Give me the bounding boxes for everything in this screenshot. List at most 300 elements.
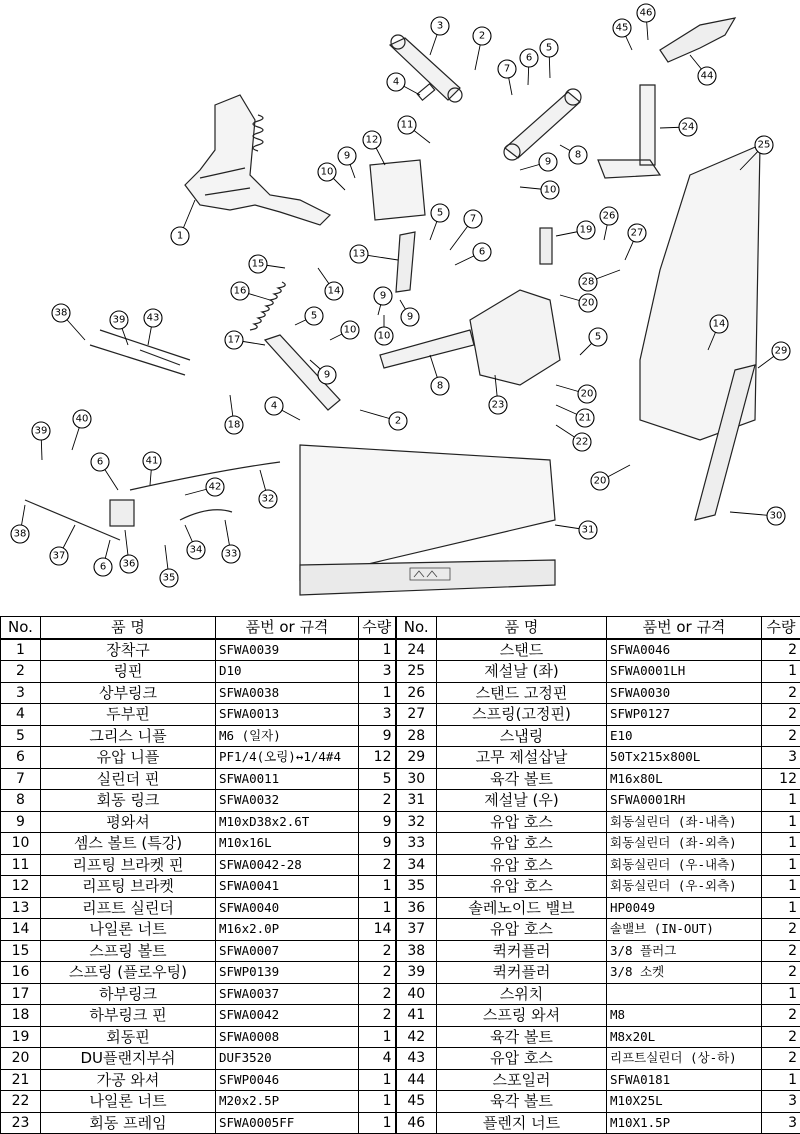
part-qty: 2 <box>359 962 396 984</box>
part-spec: 회동실린더 (우-외측) <box>607 876 762 898</box>
part-number: 10 <box>1 833 41 855</box>
callout-number: 2 <box>479 31 485 42</box>
pivot-frame <box>470 290 560 385</box>
part-number: 39 <box>396 962 437 984</box>
callout-number: 25 <box>758 140 771 151</box>
part-name: 평와셔 <box>41 811 216 833</box>
callout-number: 39 <box>113 315 126 326</box>
table-row <box>1 639 800 661</box>
callout-number: 6 <box>97 457 103 468</box>
part-number: 25 <box>396 661 437 683</box>
callout-number: 7 <box>470 214 476 225</box>
callout-number: 8 <box>575 150 581 161</box>
part-qty: 1 <box>762 876 800 898</box>
part-number: 13 <box>1 897 41 919</box>
part-spec: D10 <box>216 661 359 683</box>
part-name: 두부핀 <box>41 704 216 726</box>
parts-table-body <box>1 639 800 1134</box>
callout-number: 3 <box>437 21 443 32</box>
callout-number: 16 <box>234 286 247 297</box>
part-qty: 2 <box>762 1005 800 1027</box>
part-spec: M16x2.0P <box>216 919 359 941</box>
header-no-right: No. <box>396 617 437 639</box>
callout-number: 31 <box>582 525 595 536</box>
part-qty: 1 <box>359 639 396 661</box>
part-qty: 4 <box>359 1048 396 1070</box>
part-qty: 2 <box>762 940 800 962</box>
part-spec: SFWA0008 <box>216 1026 359 1048</box>
part-spec: M10X1.5P <box>607 1112 762 1134</box>
part-name: 하부링크 <box>41 983 216 1005</box>
part-qty: 2 <box>762 1048 800 1070</box>
part-number: 36 <box>396 897 437 919</box>
part-spec: M20x2.5P <box>216 1091 359 1113</box>
part-number: 44 <box>396 1069 437 1091</box>
part-name: 하부링크 핀 <box>41 1005 216 1027</box>
part-spec: 3/8 플러그 <box>607 940 762 962</box>
part-spec: 회동실린더 (좌-내측) <box>607 811 762 833</box>
callout-number: 2 <box>395 416 401 427</box>
rotating-link-lower <box>380 330 474 368</box>
callout-number: 9 <box>324 370 330 381</box>
part-spec: SFWA0032 <box>216 790 359 812</box>
part-name: 퀵커플러 <box>437 962 607 984</box>
part-number: 42 <box>396 1026 437 1048</box>
callout-number: 9 <box>380 291 386 302</box>
part-name: 스프링 볼트 <box>41 940 216 962</box>
part-qty: 2 <box>762 919 800 941</box>
part-qty: 1 <box>359 1026 396 1048</box>
hose-33 <box>180 510 232 520</box>
part-spec <box>607 983 762 1005</box>
table-row <box>1 811 800 833</box>
part-qty: 3 <box>762 1112 800 1134</box>
table-header-row <box>1 617 800 639</box>
part-number: 11 <box>1 854 41 876</box>
header-name: 품 명 <box>41 617 216 639</box>
callout-number: 17 <box>228 335 241 346</box>
table-row <box>1 725 800 747</box>
part-qty: 12 <box>762 768 800 790</box>
part-name: 유압 호스 <box>437 854 607 876</box>
part-spec: 리프트실린더 (상-하) <box>607 1048 762 1070</box>
table-row <box>1 919 800 941</box>
right-blade <box>300 445 555 580</box>
table-row <box>1 833 800 855</box>
part-qty: 1 <box>359 1112 396 1134</box>
table-row <box>1 704 800 726</box>
callout-number: 19 <box>580 225 593 236</box>
callout-number: 36 <box>123 559 136 570</box>
callout-number: 32 <box>262 494 275 505</box>
part-name: 스탠드 고정핀 <box>437 682 607 704</box>
part-number: 8 <box>1 790 41 812</box>
callout-number: 10 <box>544 185 557 196</box>
part-number: 16 <box>1 962 41 984</box>
part-name: 제설날 (좌) <box>437 661 607 683</box>
part-name: 리프팅 브라켓 핀 <box>41 854 216 876</box>
part-spec: SFWP0139 <box>216 962 359 984</box>
part-qty: 1 <box>762 661 800 683</box>
table-row <box>1 962 800 984</box>
callout-number: 28 <box>582 277 595 288</box>
part-spec: SFWA0011 <box>216 768 359 790</box>
part-qty: 1 <box>762 983 800 1005</box>
spoiler <box>660 18 735 62</box>
table-row <box>1 1112 800 1134</box>
callout-number: 42 <box>209 482 222 493</box>
lifting-bracket <box>370 160 425 220</box>
part-spec: 50Tx215x800L <box>607 747 762 769</box>
table-row <box>1 876 800 898</box>
callout-number: 34 <box>190 545 203 556</box>
callout-number: 5 <box>546 43 552 54</box>
part-name: 스프링(고정핀) <box>437 704 607 726</box>
callout-number: 12 <box>366 135 379 146</box>
part-name: DU플랜지부쉬 <box>41 1048 216 1070</box>
hose-43 <box>90 330 190 375</box>
callout-number: 6 <box>479 247 485 258</box>
part-qty: 1 <box>359 897 396 919</box>
part-number: 7 <box>1 768 41 790</box>
part-spec: SFWA0046 <box>607 639 762 661</box>
part-name: 상부링크 <box>41 682 216 704</box>
part-spec: M6 (일자) <box>216 725 359 747</box>
part-name: 가공 와셔 <box>41 1069 216 1091</box>
part-number: 37 <box>396 919 437 941</box>
solenoid-valve <box>110 500 134 526</box>
part-qty: 2 <box>359 983 396 1005</box>
table-row <box>1 747 800 769</box>
callout-number: 41 <box>146 456 159 467</box>
part-name: 회동 프레임 <box>41 1112 216 1134</box>
rotating-link-upper <box>505 92 580 158</box>
part-qty: 1 <box>359 1069 396 1091</box>
part-qty: 2 <box>762 1026 800 1048</box>
callout-number: 9 <box>344 151 350 162</box>
part-spec: SFWA0005FF <box>216 1112 359 1134</box>
part-spec: M16x80L <box>607 768 762 790</box>
table-row <box>1 1005 800 1027</box>
part-number: 34 <box>396 854 437 876</box>
part-number: 45 <box>396 1091 437 1113</box>
callout-number: 11 <box>401 120 414 131</box>
part-spec: SFWA0037 <box>216 983 359 1005</box>
callout-number: 43 <box>147 313 160 324</box>
part-number: 46 <box>396 1112 437 1134</box>
callout-number: 10 <box>378 331 391 342</box>
part-spec: SFWA0040 <box>216 897 359 919</box>
part-name: 육각 볼트 <box>437 1091 607 1113</box>
part-name: 육각 볼트 <box>437 768 607 790</box>
callout-number: 6 <box>526 53 532 64</box>
part-spec: SFWA0042-28 <box>216 854 359 876</box>
callout-number: 4 <box>271 401 277 412</box>
stand <box>598 85 660 178</box>
part-number: 23 <box>1 1112 41 1134</box>
part-qty: 2 <box>359 790 396 812</box>
part-name: 스포일러 <box>437 1069 607 1091</box>
part-name: 제설날 (우) <box>437 790 607 812</box>
parts-list-table <box>0 616 800 1134</box>
part-spec: 3/8 소켓 <box>607 962 762 984</box>
part-name: 회동 링크 <box>41 790 216 812</box>
part-name: 나일론 너트 <box>41 1091 216 1113</box>
part-number: 29 <box>396 747 437 769</box>
part-number: 40 <box>396 983 437 1005</box>
part-number: 12 <box>1 876 41 898</box>
callout-number: 22 <box>576 437 589 448</box>
part-qty: 2 <box>762 704 800 726</box>
callout-number: 39 <box>35 426 48 437</box>
part-spec: M10xD38x2.6T <box>216 811 359 833</box>
callout-number: 9 <box>407 312 413 323</box>
part-spec: DUF3520 <box>216 1048 359 1070</box>
header-name-right: 품 명 <box>437 617 607 639</box>
part-number: 21 <box>1 1069 41 1091</box>
callout-number: 23 <box>492 400 505 411</box>
part-qty: 1 <box>762 1069 800 1091</box>
part-number: 5 <box>1 725 41 747</box>
part-qty: 2 <box>762 962 800 984</box>
part-number: 31 <box>396 790 437 812</box>
part-number: 33 <box>396 833 437 855</box>
header-spec: 품번 or 규격 <box>216 617 359 639</box>
part-qty: 5 <box>359 768 396 790</box>
header-no: No. <box>1 617 41 639</box>
part-name: 유압 호스 <box>437 833 607 855</box>
callout-number: 20 <box>581 389 594 400</box>
part-qty: 3 <box>762 747 800 769</box>
part-number: 18 <box>1 1005 41 1027</box>
part-name: 유압 호스 <box>437 876 607 898</box>
part-spec: SFWA0030 <box>607 682 762 704</box>
part-qty: 1 <box>762 790 800 812</box>
part-name: 그리스 니플 <box>41 725 216 747</box>
part-spec: SFWA0041 <box>216 876 359 898</box>
table-row <box>1 983 800 1005</box>
part-name: 셈스 볼트 (특강) <box>41 833 216 855</box>
table-row <box>1 661 800 683</box>
callout-number: 20 <box>582 298 595 309</box>
lift-cylinder <box>396 232 415 292</box>
header-spec-right: 품번 or 규격 <box>607 617 762 639</box>
callout-number: 45 <box>616 23 629 34</box>
table-row <box>1 940 800 962</box>
callout-number: 33 <box>225 549 238 560</box>
callout-number: 10 <box>321 167 334 178</box>
part-qty: 1 <box>762 833 800 855</box>
header-qty-right: 수량 <box>762 617 800 639</box>
part-name: 유압 호스 <box>437 811 607 833</box>
table-row <box>1 1069 800 1091</box>
part-spec: 회동실린더 (우-내측) <box>607 854 762 876</box>
part-number: 22 <box>1 1091 41 1113</box>
part-spec: SFWA0013 <box>216 704 359 726</box>
part-spec: SFWA0001RH <box>607 790 762 812</box>
part-name: 유압 호스 <box>437 919 607 941</box>
callout-number: 15 <box>252 259 265 270</box>
table-row <box>1 897 800 919</box>
part-qty: 1 <box>359 1091 396 1113</box>
part-name: 스위치 <box>437 983 607 1005</box>
header-qty: 수량 <box>359 617 396 639</box>
part-qty: 14 <box>359 919 396 941</box>
part-qty: 1 <box>762 854 800 876</box>
part-number: 43 <box>396 1048 437 1070</box>
part-qty: 1 <box>762 897 800 919</box>
part-number: 27 <box>396 704 437 726</box>
part-number: 14 <box>1 919 41 941</box>
part-spec: M10X25L <box>607 1091 762 1113</box>
callout-number: 8 <box>437 381 443 392</box>
callout-number: 5 <box>311 311 317 322</box>
part-qty: 3 <box>359 704 396 726</box>
part-name: 육각 볼트 <box>437 1026 607 1048</box>
part-spec: PF1/4(오링)↔1/4#4 <box>216 747 359 769</box>
part-spec: 회동실린더 (좌-외측) <box>607 833 762 855</box>
callout-number: 40 <box>76 414 89 425</box>
part-number: 15 <box>1 940 41 962</box>
part-number: 4 <box>1 704 41 726</box>
part-spec: M10x16L <box>216 833 359 855</box>
part-qty: 3 <box>359 661 396 683</box>
part-number: 35 <box>396 876 437 898</box>
callout-number: 46 <box>640 8 653 19</box>
part-name: 장착구 <box>41 639 216 661</box>
callout-number: 20 <box>594 476 607 487</box>
part-qty: 2 <box>359 854 396 876</box>
callout-number: 7 <box>504 64 510 75</box>
part-qty: 2 <box>762 682 800 704</box>
part-name: 나일론 너트 <box>41 919 216 941</box>
part-spec: SFWA0039 <box>216 639 359 661</box>
part-qty: 9 <box>359 811 396 833</box>
callout-number: 18 <box>228 420 241 431</box>
part-spec: M8 <box>607 1005 762 1027</box>
part-qty: 1 <box>359 876 396 898</box>
part-qty: 9 <box>359 833 396 855</box>
part-qty: 2 <box>762 725 800 747</box>
part-name: 스냅링 <box>437 725 607 747</box>
part-number: 17 <box>1 983 41 1005</box>
part-spec: SFWA0007 <box>216 940 359 962</box>
part-qty: 1 <box>359 682 396 704</box>
part-name: 솔레노이드 밸브 <box>437 897 607 919</box>
callout-number: 26 <box>603 211 616 222</box>
callout-number: 37 <box>53 551 66 562</box>
callout-number: 21 <box>579 413 592 424</box>
part-qty: 9 <box>359 725 396 747</box>
part-spec: 솔밸브 (IN-OUT) <box>607 919 762 941</box>
part-number: 30 <box>396 768 437 790</box>
part-spec: SFWP0046 <box>216 1069 359 1091</box>
part-number: 1 <box>1 639 41 661</box>
part-name: 유압 니플 <box>41 747 216 769</box>
part-qty: 3 <box>762 1091 800 1113</box>
part-name: 리프트 실린더 <box>41 897 216 919</box>
part-spec: SFWA0042 <box>216 1005 359 1027</box>
callout-number: 38 <box>14 529 27 540</box>
part-name: 플렌지 너트 <box>437 1112 607 1134</box>
part-name: 실린더 핀 <box>41 768 216 790</box>
part-spec: SFWA0038 <box>216 682 359 704</box>
part-spec: E10 <box>607 725 762 747</box>
part-name: 스프링 (플로우팅) <box>41 962 216 984</box>
callout-number: 44 <box>701 71 714 82</box>
floating-spring <box>250 282 285 330</box>
callout-number: 29 <box>775 346 788 357</box>
part-number: 20 <box>1 1048 41 1070</box>
part-spec: SFWA0001LH <box>607 661 762 683</box>
mounting-bracket <box>185 95 330 225</box>
part-number: 32 <box>396 811 437 833</box>
part-number: 6 <box>1 747 41 769</box>
table-row <box>1 768 800 790</box>
callout-number: 30 <box>770 511 783 522</box>
part-number: 19 <box>1 1026 41 1048</box>
callout-number: 38 <box>55 308 68 319</box>
part-name: 고무 제설삽날 <box>437 747 607 769</box>
callout-number: 27 <box>631 228 644 239</box>
callout-number: 14 <box>328 286 341 297</box>
part-number: 38 <box>396 940 437 962</box>
callout-number: 10 <box>344 325 357 336</box>
part-name: 스탠드 <box>437 639 607 661</box>
table-row <box>1 854 800 876</box>
callout-number: 24 <box>682 122 695 133</box>
table-row <box>1 1048 800 1070</box>
part-name: 스프링 와셔 <box>437 1005 607 1027</box>
part-name: 회동핀 <box>41 1026 216 1048</box>
callout-number: 4 <box>393 77 399 88</box>
callout-number: 35 <box>163 573 176 584</box>
callout-number: 1 <box>177 231 183 242</box>
part-name: 리프팅 브라켓 <box>41 876 216 898</box>
callout-number: 5 <box>437 208 443 219</box>
table-row <box>1 1091 800 1113</box>
callout-number: 9 <box>545 157 551 168</box>
part-number: 24 <box>396 639 437 661</box>
part-number: 26 <box>396 682 437 704</box>
part-qty: 2 <box>359 940 396 962</box>
callout-number: 13 <box>353 249 366 260</box>
part-qty: 1 <box>762 811 800 833</box>
part-spec: SFWP0127 <box>607 704 762 726</box>
callout-number: 14 <box>713 319 726 330</box>
part-qty: 2 <box>762 639 800 661</box>
part-number: 3 <box>1 682 41 704</box>
part-spec: HP0049 <box>607 897 762 919</box>
part-number: 41 <box>396 1005 437 1027</box>
callout-number: 6 <box>100 562 106 573</box>
part-name: 퀵커플러 <box>437 940 607 962</box>
part-spec: SFWA0181 <box>607 1069 762 1091</box>
part-name: 유압 호스 <box>437 1048 607 1070</box>
part-qty: 12 <box>359 747 396 769</box>
part-number: 2 <box>1 661 41 683</box>
callout-number: 5 <box>595 332 601 343</box>
table-row <box>1 790 800 812</box>
table-row <box>1 1026 800 1048</box>
table-row <box>1 682 800 704</box>
part-qty: 2 <box>359 1005 396 1027</box>
part-number: 9 <box>1 811 41 833</box>
part-spec: M8x20L <box>607 1026 762 1048</box>
hose-37 <box>25 500 120 540</box>
part-name: 링핀 <box>41 661 216 683</box>
part-number: 28 <box>396 725 437 747</box>
